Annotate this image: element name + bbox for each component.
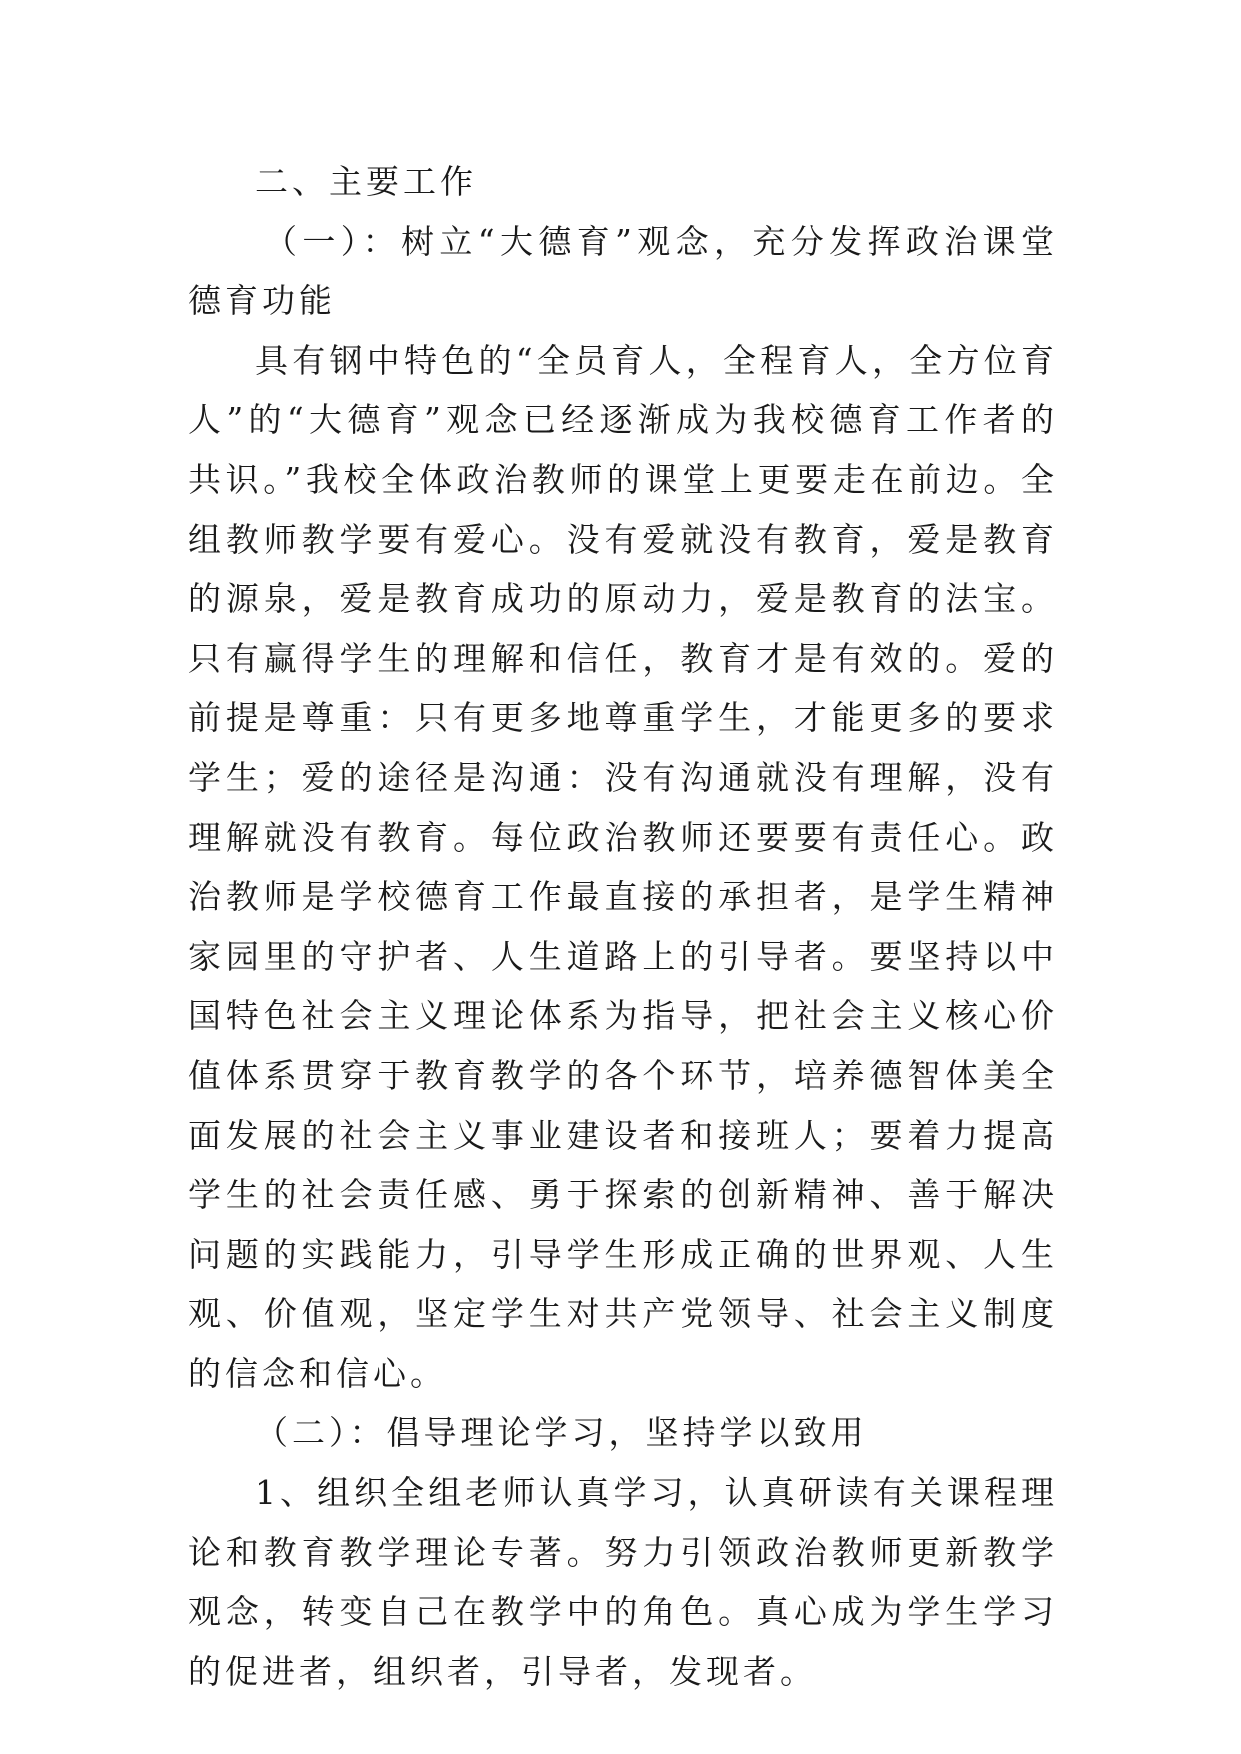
subsection-1-title: （一）：树立“大德育”观念，充分发挥政治课堂德育功能 (188, 221, 1058, 321)
paragraph-1: 具有钢中特色的“全员育人，全程育人，全方位育人”的“大德育”观念已经逐渐成为我校德育工作者的共识。”我校全体政治教师的课堂上更要走在前边。全组教师教学要有爱心。没有爱就没有教育，爱是教育的源泉，爱是教育成功的原动力，爱是教育的法宝。只有赢得学生的理解和信任，教育才是有效的。爱的前提是尊重：只有更多地尊重学生，才能更多的要求学生；爱的途径是沟通：没有沟通就没有理解，没有理解就没有教育。每位政治教师还要要有责任心。政治教师是学校德育工作最直接的承担者，是学生精神家园里的守护者、人生道路上的引导者。要坚持以中国特色社会主义理论体系为指导，把社会主义核心价值体系贯穿于教育教学的各个环节，培养德智体美全面发展的社会主义事业建设者和接班人；要着力提高学生的社会责任感、勇于探索的创新精神、善于解决问题的实践能力，引导学生形成正确的世界观、人生观、价值观，坚定学生对共产党领导、社会主义制度的信念和信心。 (188, 340, 1058, 1393)
document-body (188, 152, 1058, 1701)
section-title: 二、主要工作 (255, 162, 477, 201)
subsection-2-title: （二）：倡导理论学习，坚持学以致用 (255, 1413, 868, 1453)
paragraph-2: 1、组织全组老师认真学习，认真研读有关课程理论和教育教学理论专著。努力引领政治教师更新教学观念，转变自己在教学中的角色。真心成为学生学习的促进者，组织者，引导者，发现者。 (188, 1473, 1058, 1691)
